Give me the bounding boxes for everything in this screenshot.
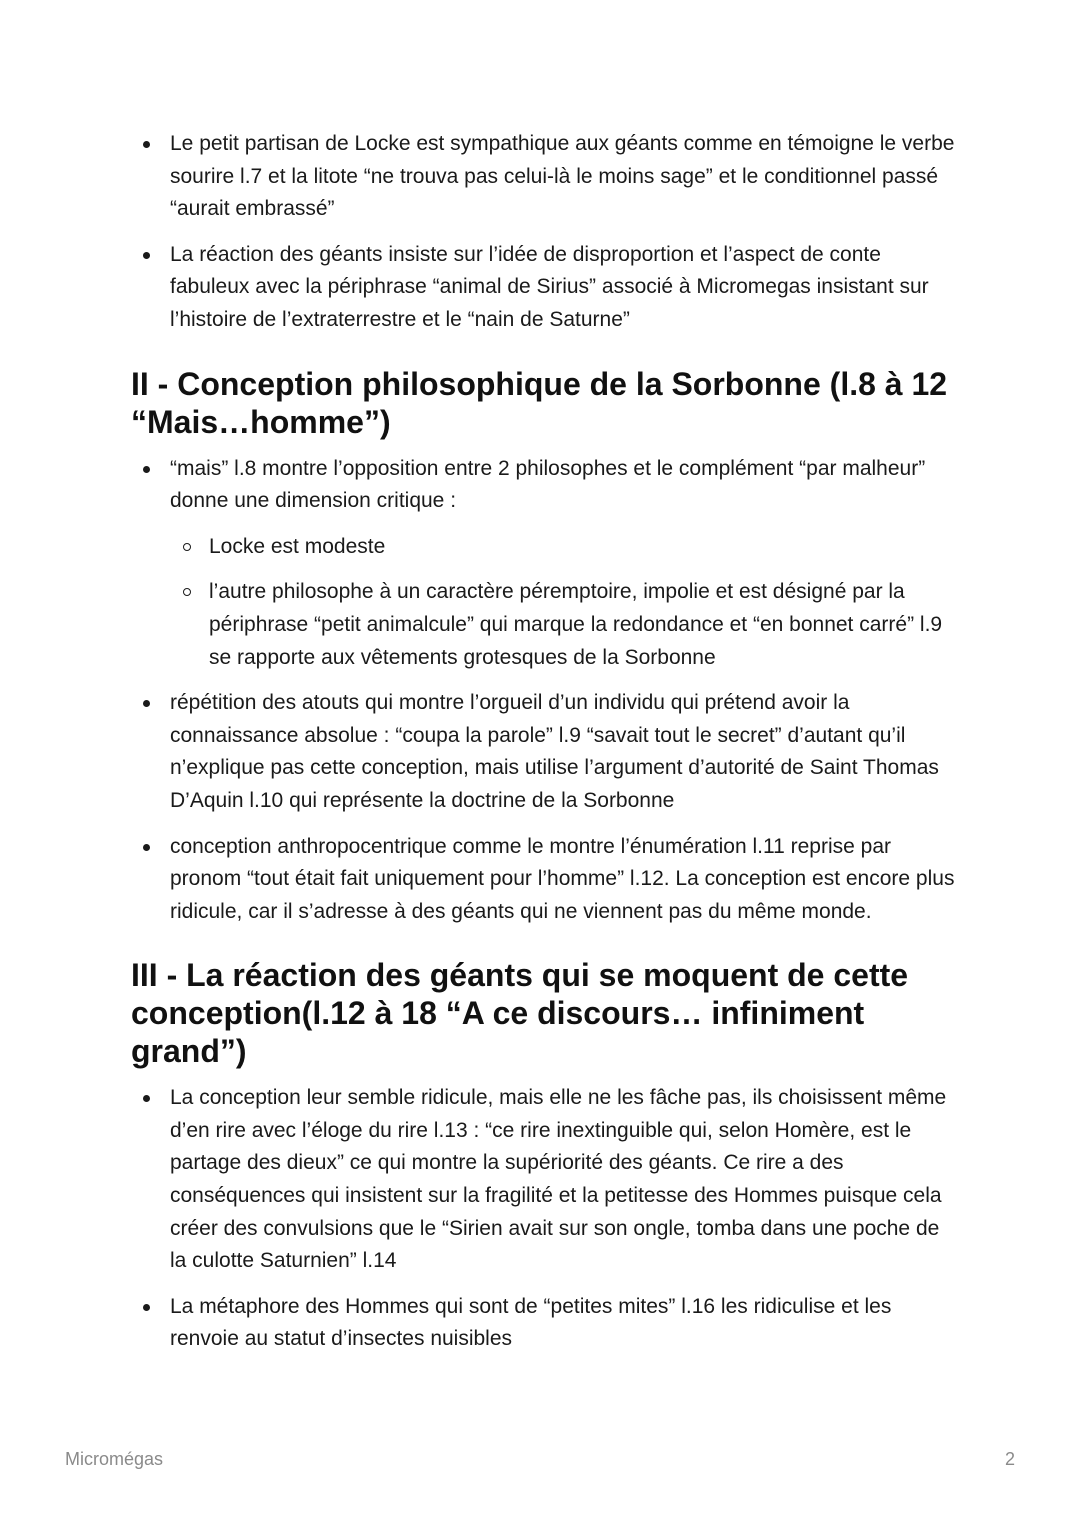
document-body (131, 128, 961, 1369)
sub-bullet-list (170, 531, 961, 674)
list-item: La métaphore des Hommes qui sont de “petites mites” l.16 les ridiculise et les renvoie au statut d’insectes nuisibles (131, 1291, 961, 1356)
list-item-text: “mais” l.8 montre l’opposition entre 2 philosophes et le complément “par malheur” donne une dimension critique : (170, 456, 926, 513)
list-item: conception anthropocentrique comme le montre l’énumération l.11 reprise par pronom “tout était fait uniquement pour l’homme” l.12. La conception est encore plus ridicule, car il s’adresse à des géants qui ne viennent pas du même monde. (131, 831, 961, 929)
list-item: répétition des atouts qui montre l’orgueil d’un individu qui prétend avoir la connaissance absolue : “coupa la parole” l.9 “savait tout le secret” d’autant qu’il n’explique pas cette conception, mais utilise l’argument d’autorité de Saint Thomas D’Aquin l.10 qui représente la doctrine de la Sorbonne (131, 687, 961, 817)
sub-list-item: Locke est modeste (170, 531, 961, 564)
list-item: La conception leur semble ridicule, mais elle ne les fâche pas, ils choisissent même d’en rire avec l’éloge du rire l.13 : “ce rire inextinguible qui, selon Homère, est le partage des dieux” ce qui montre la supériorité des géants. Ce rire a des conséquences qui insistent sur la fragilité et la petitesse des Hommes puisque cela créer des convulsions que le “Sirien avait sur son ongle, tomba dans une poche de la culotte Saturnien” l.14 (131, 1082, 961, 1278)
section-2-heading: II - Conception philosophique de la Sorbonne (l.8 à 12 “Mais…homme”) (131, 365, 948, 440)
section-3-bullet-list (131, 1082, 961, 1356)
sub-list-item: l’autre philosophe à un caractère péremptoire, impolie et est désigné par la périphrase “petit animalcule” qui marque la redondance et “en bonnet carré” l.9 se rapporte aux vêtements grotesques de la Sorbonne (170, 576, 961, 674)
list-item: La réaction des géants insiste sur l’idée de disproportion et l’aspect de conte fabuleux avec la périphrase “animal de Sirius” associé à Micromegas insistant sur l’histoire de l’extraterrestre et le “nain de Saturne” (131, 239, 961, 337)
footer-page-number: 2 (1004, 1449, 1015, 1469)
section-3-heading: III - La réaction des géants qui se moquent de cette conception(l.12 à 18 “A ce discours… infiniment grand”) (131, 957, 909, 1070)
intro-bullet-list (131, 128, 961, 337)
list-item: Le petit partisan de Locke est sympathique aux géants comme en témoigne le verbe sourire l.7 et la litote “ne trouva pas celui-là le moins sage” et le conditionnel passé “aurait embrassé” (131, 128, 961, 226)
list-item (131, 453, 961, 675)
section-2-bullet-list (131, 453, 961, 929)
footer-document-title: Micromégas (65, 1449, 164, 1469)
